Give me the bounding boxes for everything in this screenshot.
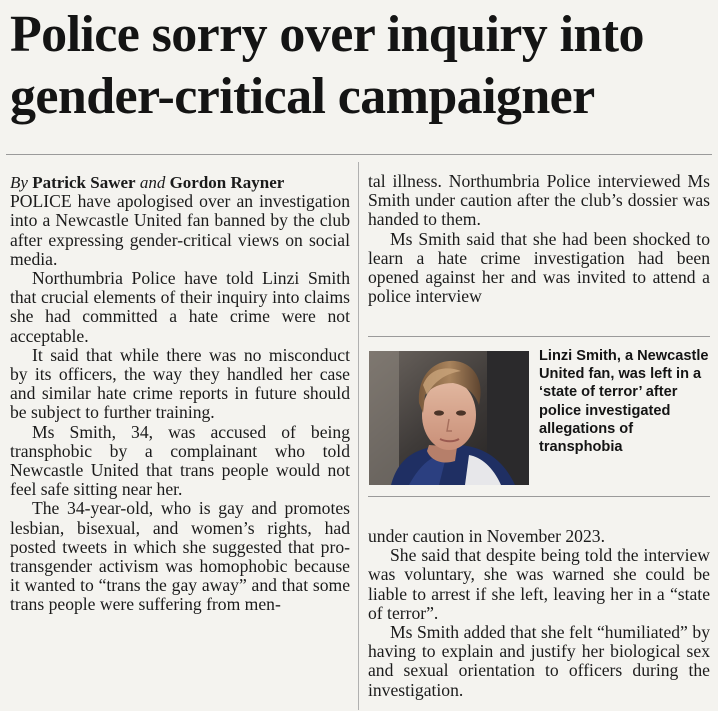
photo-caption: Linzi Smith, a Newcastle United fan, was left in a ‘state of terror’ after police investigated allegations of transphobia — [539, 348, 709, 456]
byline-prefix: By — [10, 173, 28, 192]
article-paragraph: Ms Smith, 34, was accused of being transphobic by a complainant who told Newcastle United that trans people would not feel safe sitting near her. — [10, 421, 350, 500]
portrait-photo — [369, 351, 529, 485]
column-divider — [358, 162, 359, 710]
article-paragraph: The 34-year-old, who is gay and promotes lesbian, bisexual, and women’s rights, had posted tweets in which she suggested that pro-transgender activism was homophobic because it wanted to “trans the gay away” and that some trans people were suffering from men- — [10, 498, 350, 615]
article-paragraph: It said that while there was no misconduct by its officers, the way they handled her case and similar hate crime reports in future should be subject to further training. — [10, 344, 350, 423]
article-paragraph: Ms Smith said that she had been shocked to learn a hate crime investigation had been opened against her and was invited to attend a police interview — [368, 228, 710, 307]
photo-bottom-divider — [368, 496, 710, 497]
byline-conjunction: and — [139, 173, 166, 192]
portrait-image — [369, 351, 529, 485]
article-paragraph: Ms Smith added that she felt “humiliated” by having to explain and justify her biological sex and sexual orientation to officers during the investigation. — [368, 622, 710, 700]
article-paragraph: Northumbria Police have told Linzi Smith that crucial elements of their inquiry into claims she had committed a hate crime were not acceptable. — [10, 268, 350, 346]
article-paragraph: POLICE have apologised over an investigation into a Newcastle United fan banned by the club after expressing gender-critical views on social media. — [10, 191, 350, 269]
right-column-top — [368, 172, 710, 306]
article-paragraph: tal illness. Northumbria Police interviewed Ms Smith under caution after the club’s dossier was handed to them. — [368, 171, 710, 230]
photo-top-divider — [368, 336, 710, 337]
byline-author: Patrick Sawer — [32, 173, 136, 192]
headline: Police sorry over inquiry into gender-critical campaigner — [10, 6, 644, 125]
article-paragraph: under caution in November 2023. — [368, 526, 605, 546]
left-column — [10, 173, 350, 615]
headline-divider — [6, 154, 712, 155]
article-paragraph: She said that despite being told the interview was voluntary, she was warned she could be liable to arrest if she left, leaving her in a “state of terror”. — [368, 545, 710, 623]
right-column-bottom — [368, 527, 710, 700]
byline — [10, 173, 350, 192]
byline-author: Gordon Rayner — [169, 173, 285, 192]
